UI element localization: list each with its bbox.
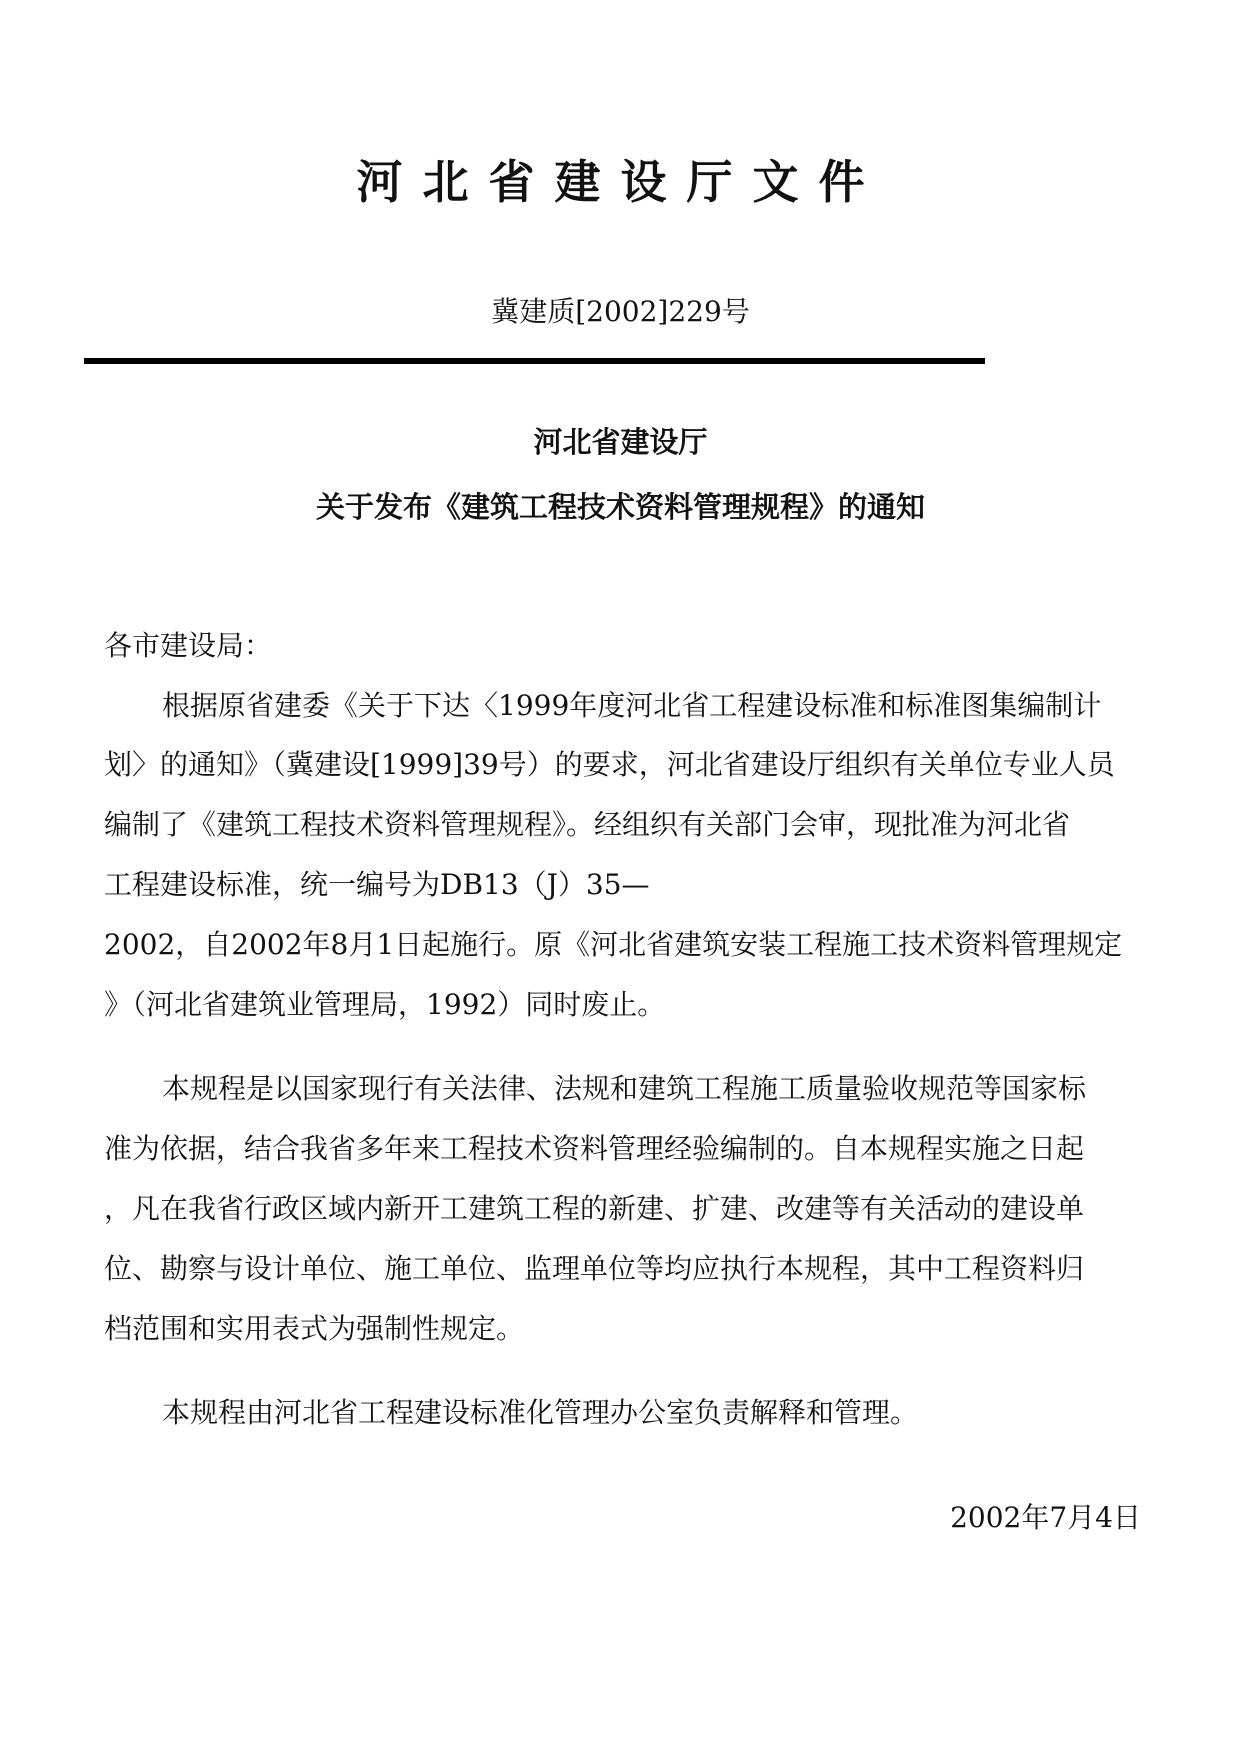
body-line: 划〉的通知》（冀建设[1999]39号）的要求，河北省建设厅组织有关单位专业人员 <box>104 748 1115 781</box>
notice-subject: 关于发布《建筑工程技术资料管理规程》的通知 <box>315 490 925 524</box>
body-line: 编制了《建筑工程技术资料管理规程》。经组织有关部门会审，现批准为河北省 <box>104 808 1071 841</box>
body-line: ，凡在我省行政区域内新开工建筑工程的新建、扩建、改建等有关活动的建设单 <box>104 1192 1085 1225</box>
salutation: 各市建设局： <box>104 629 273 662</box>
body-line: 档范围和实用表式为强制性规定。 <box>104 1312 525 1345</box>
body-line: 2002，自2002年8月1日起施行。原《河北省建筑安装工程施工技术资料管理规定 <box>104 928 1123 961</box>
document-number: 冀建质[2002]229号 <box>491 295 750 328</box>
header-divider <box>84 358 985 364</box>
body-line: 准为依据，结合我省多年来工程技术资料管理经验编制的。自本规程实施之日起 <box>104 1132 1085 1165</box>
document-header-title: 河北省建设厅文件 <box>356 155 885 209</box>
body-line: 本规程由河北省工程建设标准化管理办公室负责解释和管理。 <box>162 1396 919 1429</box>
body-line: 》（河北省建筑业管理局，1992）同时废止。 <box>104 988 666 1021</box>
body-line: 本规程是以国家现行有关法律、法规和建筑工程施工质量验收规范等国家标 <box>162 1072 1087 1105</box>
signature-date: 2002年7月4日 <box>950 1501 1141 1534</box>
body-line: 根据原省建委《关于下达〈1999年度河北省工程建设标准和标准图集编制计 <box>162 689 1102 722</box>
body-line: 位、勘察与设计单位、施工单位、监理单位等均应执行本规程，其中工程资料归 <box>104 1252 1085 1285</box>
body-line: 工程建设标准，统一编号为DB13（J）35— <box>104 868 650 901</box>
notice-issuer: 河北省建设厅 <box>533 425 708 459</box>
